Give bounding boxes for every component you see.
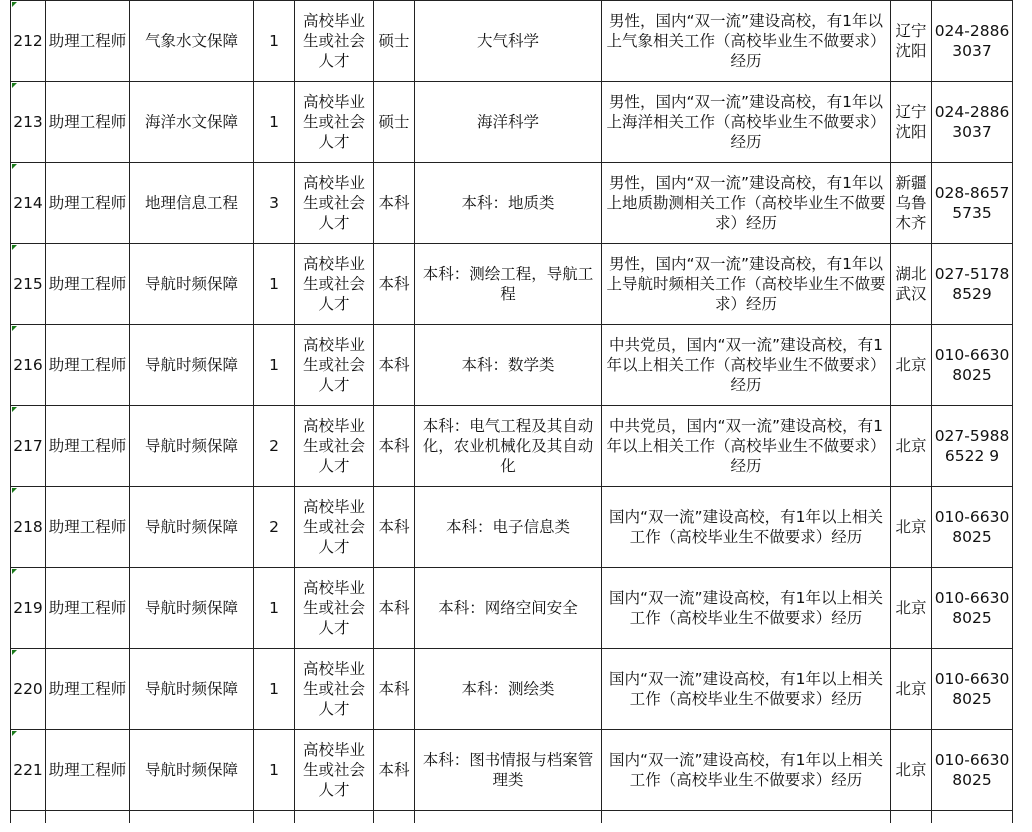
cell-marker-icon (12, 164, 17, 169)
field-cell: 海洋水文保障 (130, 82, 254, 163)
row-number-cell: 221 (11, 730, 46, 811)
degree-cell: 本科 (374, 406, 415, 487)
cell-marker-icon (12, 407, 17, 412)
field-cell: 导航时频保障 (130, 487, 254, 568)
table-row (11, 325, 1013, 406)
candidate-source-cell: 高校毕业生或社会人才 (295, 244, 374, 325)
position-cell: 助理工程师 (46, 1, 130, 82)
requirements-cell: 男性，国内“双一流”建设高校，有1年以上海洋相关工作（高校毕业生不做要求）经历 (602, 82, 891, 163)
field-cell: 导航时频保障 (130, 325, 254, 406)
major-cell: 本科：数学类 (415, 325, 602, 406)
row-number-cell: 218 (11, 487, 46, 568)
phone-cell: 010-66308025 (932, 649, 1013, 730)
phone-cell: 024-28863037 (932, 1, 1013, 82)
table-row (11, 244, 1013, 325)
requirements-cell: 国内“双一流”建设高校，有1年以上相关工作（高校毕业生不做要求）经历 (602, 649, 891, 730)
major-cell: 本科：图书情报与档案管理类 (415, 730, 602, 811)
row-number-cell: 213 (11, 82, 46, 163)
major-cell: 本科：测绘工程，导航工程 (415, 244, 602, 325)
candidate-source-cell: 高校毕业生或社会人才 (295, 487, 374, 568)
degree-cell: 本科 (374, 163, 415, 244)
headcount-cell: 2 (254, 406, 295, 487)
row-number-cell: 212 (11, 1, 46, 82)
table-row (11, 730, 1013, 811)
location-cell: 湖北武汉 (891, 244, 932, 325)
location-cell: 辽宁沈阳 (891, 82, 932, 163)
empty-cell (254, 811, 295, 823)
candidate-source-cell: 高校毕业生或社会人才 (295, 82, 374, 163)
location-cell: 北京 (891, 568, 932, 649)
field-cell: 导航时频保障 (130, 244, 254, 325)
position-cell: 助理工程师 (46, 325, 130, 406)
candidate-source-cell: 高校毕业生或社会人才 (295, 730, 374, 811)
headcount-cell: 1 (254, 730, 295, 811)
position-cell: 助理工程师 (46, 406, 130, 487)
headcount-cell: 1 (254, 649, 295, 730)
table-row (11, 406, 1013, 487)
location-cell: 北京 (891, 406, 932, 487)
cell-marker-icon (12, 650, 17, 655)
requirements-cell: 中共党员，国内“双一流”建设高校，有1年以上相关工作（高校毕业生不做要求）经历 (602, 406, 891, 487)
requirements-cell: 中共党员，国内“双一流”建设高校，有1年以上相关工作（高校毕业生不做要求）经历 (602, 325, 891, 406)
position-cell: 助理工程师 (46, 163, 130, 244)
major-cell: 大气科学 (415, 1, 602, 82)
candidate-source-cell: 高校毕业生或社会人才 (295, 568, 374, 649)
table-row (11, 568, 1013, 649)
headcount-cell: 1 (254, 82, 295, 163)
phone-cell: 010-66308025 (932, 568, 1013, 649)
degree-cell: 本科 (374, 730, 415, 811)
table-body (11, 1, 1013, 823)
phone-cell: 027-51788529 (932, 244, 1013, 325)
table-row (11, 1, 1013, 82)
table-container (10, 0, 1013, 823)
cell-marker-icon (12, 83, 17, 88)
location-cell: 新疆乌鲁木齐 (891, 163, 932, 244)
table-row (11, 487, 1013, 568)
phone-cell: 010-66308025 (932, 487, 1013, 568)
table-row-partial (11, 811, 1013, 823)
candidate-source-cell: 高校毕业生或社会人才 (295, 1, 374, 82)
position-cell: 助理工程师 (46, 568, 130, 649)
row-number-cell: 214 (11, 163, 46, 244)
position-cell: 助理工程师 (46, 649, 130, 730)
requirements-cell: 男性，国内“双一流”建设高校，有1年以上地质勘测相关工作（高校毕业生不做要求）经历 (602, 163, 891, 244)
empty-cell (46, 811, 130, 823)
location-cell: 辽宁沈阳 (891, 1, 932, 82)
empty-cell (932, 811, 1013, 823)
position-cell: 助理工程师 (46, 730, 130, 811)
empty-cell (130, 811, 254, 823)
location-cell: 北京 (891, 730, 932, 811)
row-number-cell: 220 (11, 649, 46, 730)
degree-cell: 硕士 (374, 1, 415, 82)
position-cell: 助理工程师 (46, 244, 130, 325)
position-cell: 助理工程师 (46, 487, 130, 568)
row-number-cell: 215 (11, 244, 46, 325)
row-number-cell: 217 (11, 406, 46, 487)
cell-marker-icon (12, 2, 17, 7)
row-number-cell: 219 (11, 568, 46, 649)
major-cell: 海洋科学 (415, 82, 602, 163)
row-number-cell: 216 (11, 325, 46, 406)
empty-cell (374, 811, 415, 823)
headcount-cell: 2 (254, 487, 295, 568)
field-cell: 地理信息工程 (130, 163, 254, 244)
headcount-cell: 1 (254, 244, 295, 325)
degree-cell: 本科 (374, 244, 415, 325)
candidate-source-cell: 高校毕业生或社会人才 (295, 163, 374, 244)
location-cell: 北京 (891, 487, 932, 568)
empty-cell (891, 811, 932, 823)
phone-cell: 010-66308025 (932, 325, 1013, 406)
field-cell: 导航时频保障 (130, 406, 254, 487)
candidate-source-cell: 高校毕业生或社会人才 (295, 406, 374, 487)
headcount-cell: 1 (254, 1, 295, 82)
table-row (11, 82, 1013, 163)
field-cell: 导航时频保障 (130, 649, 254, 730)
empty-cell (415, 811, 602, 823)
headcount-cell: 1 (254, 568, 295, 649)
degree-cell: 本科 (374, 649, 415, 730)
headcount-cell: 1 (254, 325, 295, 406)
major-cell: 本科：电子信息类 (415, 487, 602, 568)
phone-cell: 027-59886522 9 (932, 406, 1013, 487)
headcount-cell: 3 (254, 163, 295, 244)
field-cell: 导航时频保障 (130, 568, 254, 649)
empty-cell (11, 811, 46, 823)
requirements-cell: 男性，国内“双一流”建设高校，有1年以上导航时频相关工作（高校毕业生不做要求）经历 (602, 244, 891, 325)
table-row (11, 163, 1013, 244)
major-cell: 本科：网络空间安全 (415, 568, 602, 649)
requirements-cell: 男性，国内“双一流”建设高校，有1年以上气象相关工作（高校毕业生不做要求）经历 (602, 1, 891, 82)
candidate-source-cell: 高校毕业生或社会人才 (295, 325, 374, 406)
requirements-cell: 国内“双一流”建设高校，有1年以上相关工作（高校毕业生不做要求）经历 (602, 730, 891, 811)
phone-cell: 024-28863037 (932, 82, 1013, 163)
cell-marker-icon (12, 731, 17, 736)
degree-cell: 本科 (374, 568, 415, 649)
location-cell: 北京 (891, 649, 932, 730)
location-cell: 北京 (891, 325, 932, 406)
recruitment-table (10, 0, 1013, 823)
major-cell: 本科：测绘类 (415, 649, 602, 730)
requirements-cell: 国内“双一流”建设高校，有1年以上相关工作（高校毕业生不做要求）经历 (602, 487, 891, 568)
empty-cell (602, 811, 891, 823)
cell-marker-icon (12, 245, 17, 250)
degree-cell: 本科 (374, 487, 415, 568)
degree-cell: 硕士 (374, 82, 415, 163)
phone-cell: 028-86575735 (932, 163, 1013, 244)
degree-cell: 本科 (374, 325, 415, 406)
position-cell: 助理工程师 (46, 82, 130, 163)
phone-cell: 010-66308025 (932, 730, 1013, 811)
field-cell: 导航时频保障 (130, 730, 254, 811)
table-row (11, 649, 1013, 730)
empty-cell (295, 811, 374, 823)
major-cell: 本科：地质类 (415, 163, 602, 244)
cell-marker-icon (12, 569, 17, 574)
cell-marker-icon (12, 488, 17, 493)
candidate-source-cell: 高校毕业生或社会人才 (295, 649, 374, 730)
field-cell: 气象水文保障 (130, 1, 254, 82)
major-cell: 本科：电气工程及其自动化，农业机械化及其自动化 (415, 406, 602, 487)
cell-marker-icon (12, 326, 17, 331)
requirements-cell: 国内“双一流”建设高校，有1年以上相关工作（高校毕业生不做要求）经历 (602, 568, 891, 649)
